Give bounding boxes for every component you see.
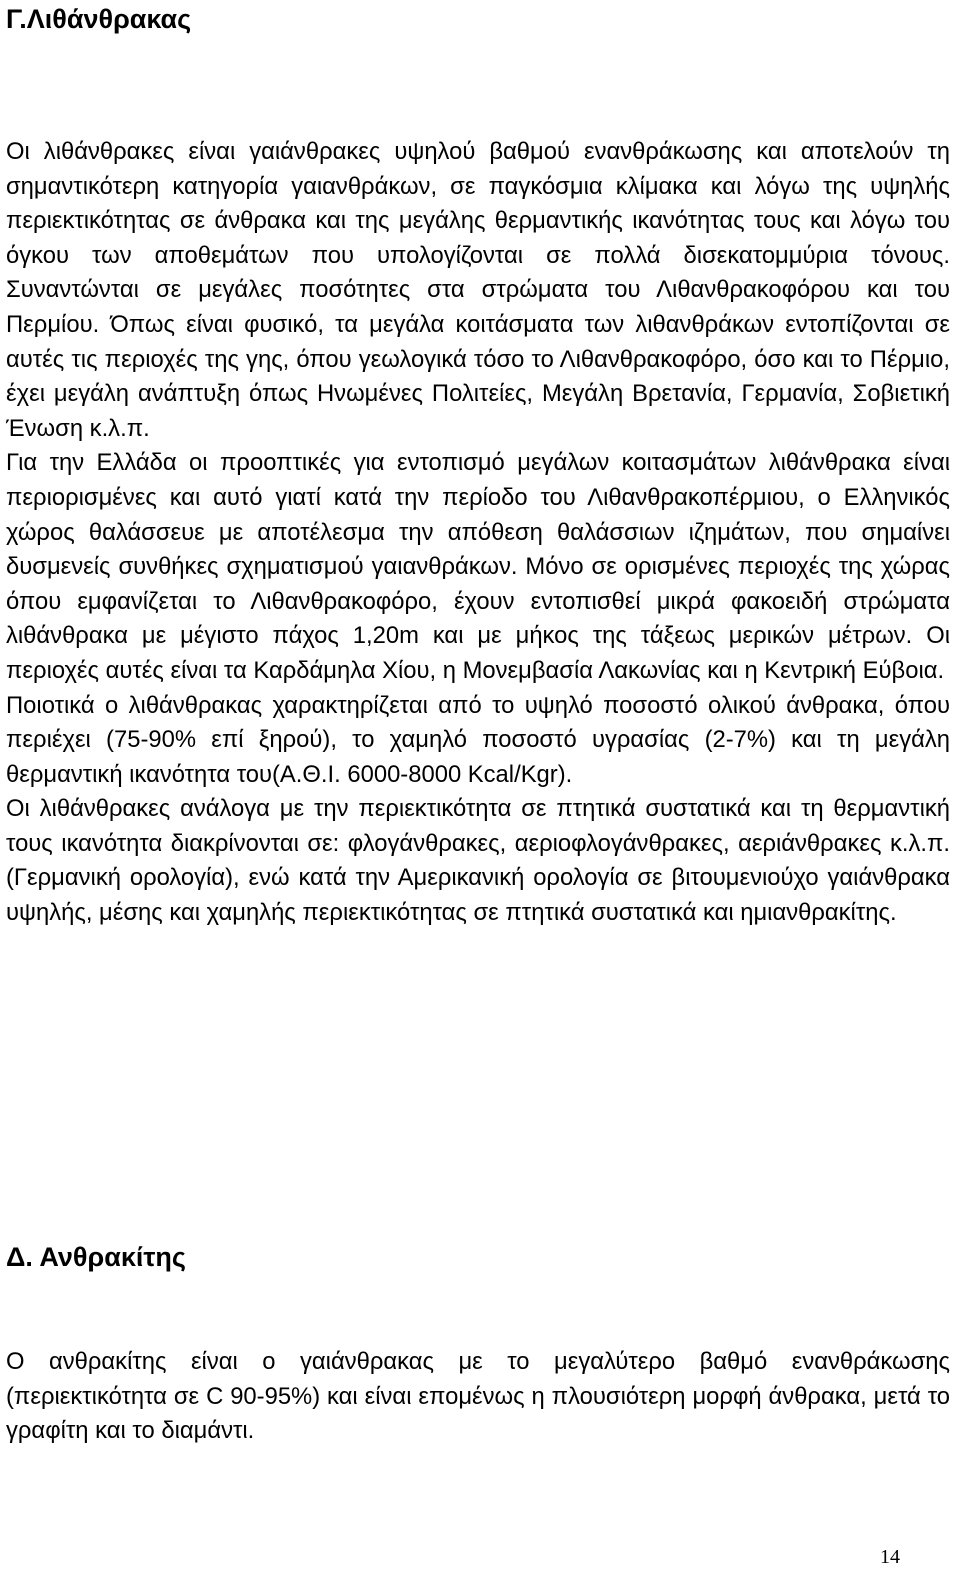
paragraph: Οι λιθάνθρακες ανάλογα με την περιεκτικότητα σε πτητικά συστατικά και τη θερμαντική τους ικανότητα διακρίνονται σε: φλογάνθρακες, αεριοφλογάνθρακες, αεριάνθρακες κ.λ.π. (Γερμανική ορολογία), ενώ κατά την Αμερικανική ορολογία σε βιτουμενιούχο γαιάνθρακα υψηλής, μέσης και χαμηλής περιεκτικότητας σε πτητικά συστατικά και ημιανθρακίτης. bbox=[6, 795, 950, 927]
paragraph: Οι λιθάνθρακες είναι γαιάνθρακες υψηλού βαθμού ενανθράκωσης και αποτελούν τη σημαντικότερη κατηγορία γαιανθράκων, σε παγκόσμια κλίμακα και λόγω της υψηλής περιεκτικότητας σε άνθρακα και της μεγάλης θερμαντικής ικανότητας τους και λόγω του όγκου των αποθεμάτων που υπολογίζονται σε πολλά δισεκατομμύρια τόνους. Συναντώνται σε μεγάλες ποσότητες στα στρώματα του Λιθανθρακοφόρου και του Περμίου. Όπως είναι φυσικό, τα μεγάλα κοιτάσματα των λιθανθράκων εντοπίζονται σε αυτές τις περιοχές της γης, όπου γεωλογικά τόσο το Λιθανθρακοφόρο, όσο και το Πέρμιο, έχει μεγάλη ανάπτυξη όπως Ηνωμένες Πολιτείες, Μεγάλη Βρετανία, Γερμανία, Σοβιετική Ένωση κ.λ.π. bbox=[6, 138, 950, 442]
section-body-lithanthrakas bbox=[6, 135, 950, 931]
section-body-anthrakitis bbox=[6, 1345, 950, 1449]
section-heading-anthrakitis: Δ. Ανθρακίτης bbox=[6, 1242, 186, 1272]
section-heading-lithanthrakas: Γ.Λιθάνθρακας bbox=[6, 4, 192, 34]
page-number: 14 bbox=[880, 1546, 900, 1568]
paragraph: Για την Ελλάδα οι προοπτικές για εντοπισμό μεγάλων κοιτασμάτων λιθάνθρακα είναι περιορισμένες και αυτό γιατί κατά την περίοδο του Λιθανθρακοπέρμιου, ο Ελληνικός χώρος θαλάσσευε με αποτέλεσμα την απόθεση θαλάσσιων ιζημάτων, που σημαίνει δυσμενείς συνθήκες σχηματισμού γαιανθράκων. Μόνο σε ορισμένες περιοχές της χώρας όπου εμφανίζεται το Λιθανθρακοφόρο, έχουν εντοπισθεί μικρά φακοειδή στρώματα λιθάνθρακα με μέγιστο πάχος 1,20m και με μήκος της τάξεως μερικών μέτρων. Οι περιοχές αυτές είναι τα Καρδάμηλα Χίου, η Μονεμβασία Λακωνίας και η Κεντρική Εύβοια. bbox=[6, 449, 950, 684]
paragraph: Ποιοτικά ο λιθάνθρακας χαρακτηρίζεται από το υψηλό ποσοστό ολικού άνθρακα, όπου περιέχει (75-90% επί ξηρού), το χαμηλό ποσοστό υγρασίας (2-7%) και τη μεγάλη θερμαντική ικανότητα του(Α.Θ.Ι. 6000-8000 Kcal/Kgr). bbox=[6, 691, 950, 788]
paragraph: Ο ανθρακίτης είναι ο γαιάνθρακας με το μεγαλύτερο βαθμό ενανθράκωσης (περιεκτικότητα σε C 90-95%) και είναι επομένως η πλουσιότερη μορφή άνθρακα, μετά το γραφίτη και το διαμάντι. bbox=[6, 1348, 950, 1445]
